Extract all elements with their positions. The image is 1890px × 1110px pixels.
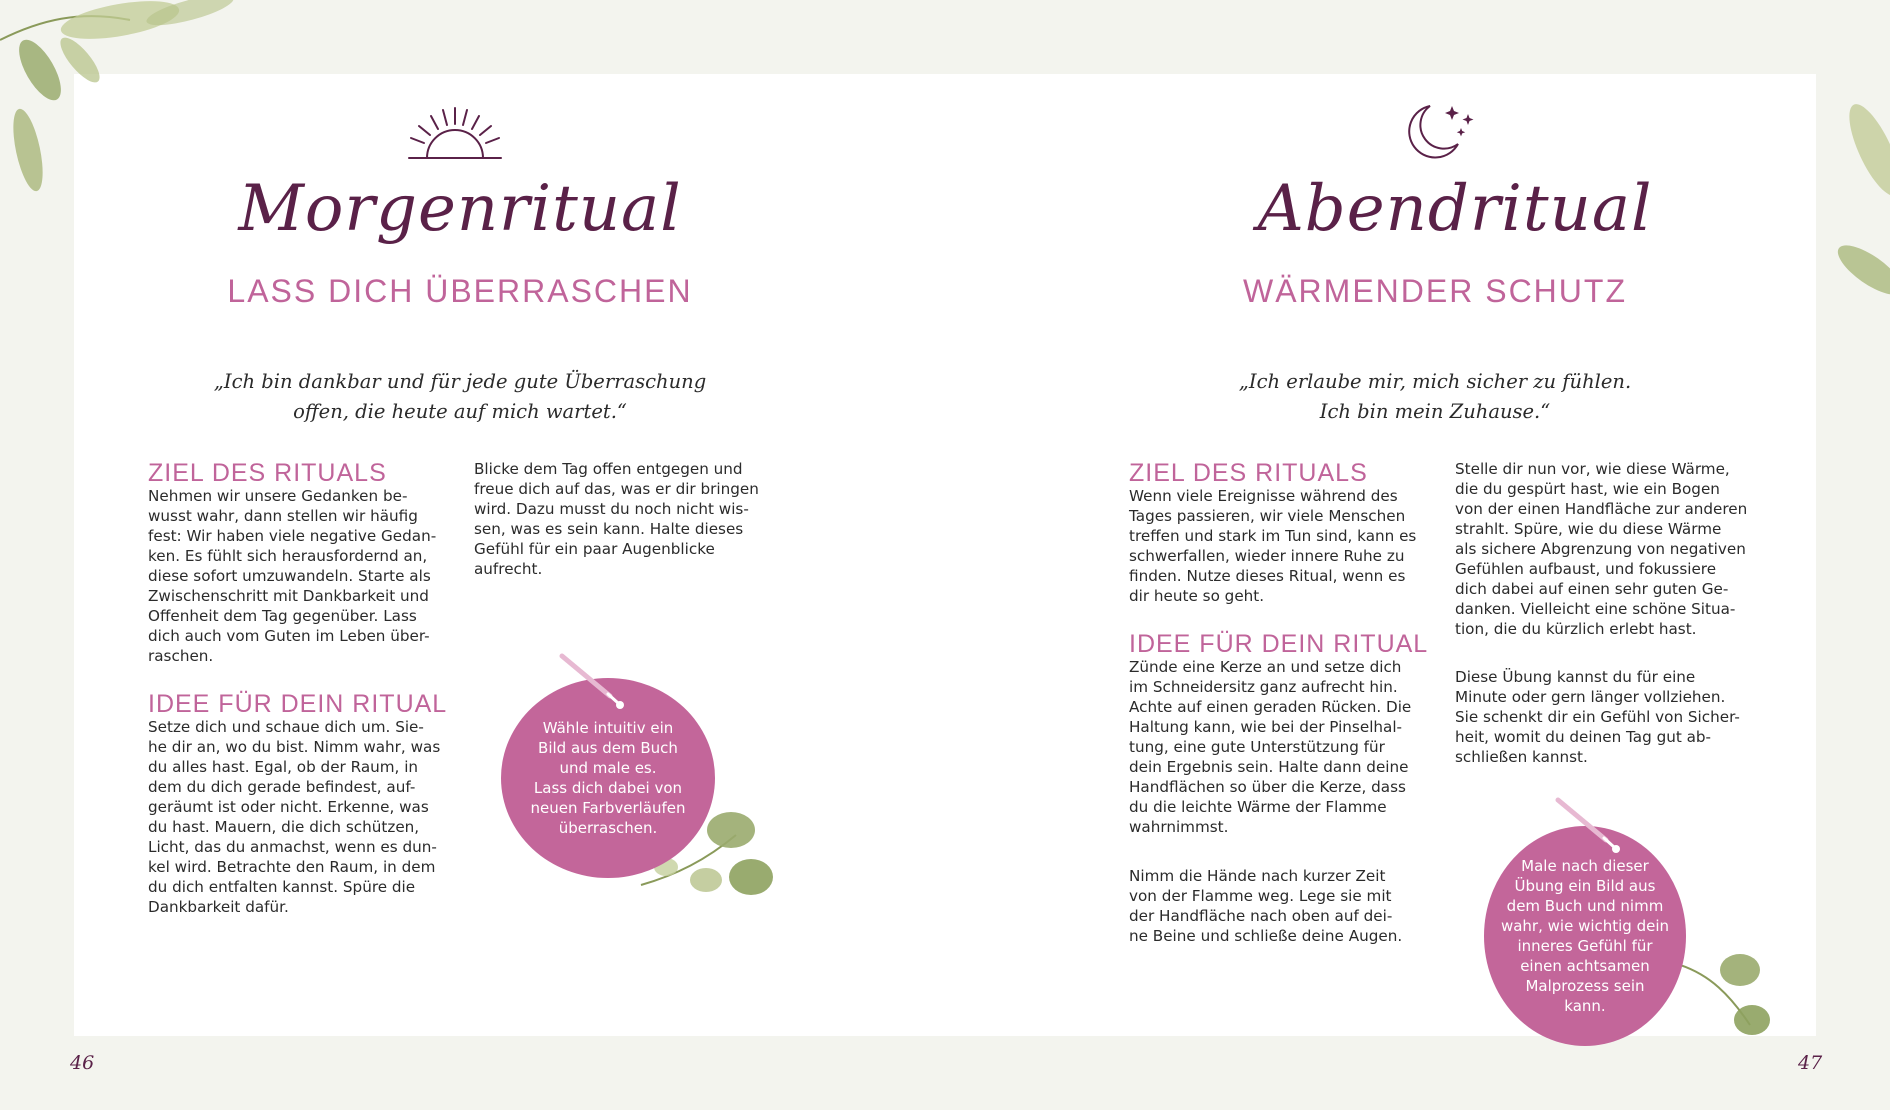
section-text-idea: Zünde eine Kerze an und setze dich im Schneidersitz ganz aufrecht hin. Achte auf einen geraden Rücken. Die Haltung kann, wie bei der Pinselhal- tung, eine gute Unterstützung für dein Ergebnis sein. Halte dann deine Handflächen so über die Kerze, dass du die leichte Wärme der Flamme wahrnimmst. xyxy=(1129,658,1412,836)
section-heading-idea: IDEE FÜR DEIN RITUAL xyxy=(1129,630,1429,658)
affirmation-quote: „Ich bin dankbar und für jede gute Überraschung offen, die heute auf mich wartet.“ xyxy=(213,370,707,423)
tip-text: Wähle intuitiv ein Bild aus dem Buch und male es. Lass dich dabei von neuen Farbverläufen überraschen. xyxy=(530,719,686,837)
tip-text: Male nach dieser Übung ein Bild aus dem Buch und nimm wahr, wie wichtig dein inneres Gefühl für einen achtsamen Malprozess sein kann. xyxy=(1500,857,1670,1015)
paintbrush-icon xyxy=(1554,796,1624,856)
tip-circle xyxy=(1484,826,1686,1046)
ritual-subtitle: LASS DICH ÜBERRASCHEN xyxy=(227,273,693,309)
paintbrush-icon xyxy=(558,652,628,712)
page-number-left: 46 xyxy=(70,1052,95,1074)
ritual-title: Morgenritual xyxy=(238,172,682,246)
sunrise-icon xyxy=(405,104,505,162)
moon-stars-icon xyxy=(1400,100,1480,164)
section-text-idea-continued: Nimm die Hände nach kurzer Zeit von der Flamme weg. Lege sie mit der Handfläche nach oben auf dei- ne Beine und schließe deine Augen. xyxy=(1129,867,1403,945)
section-text-idea: Setze dich und schaue dich um. Sie- he dir an, wo du bist. Nimm wahr, was du alles hast. Egal, ob der Raum, in dem du dich gerade befindest, auf- geräumt ist oder nicht. Erkenne, was du hast. Mauern, die dich schützen, Licht, das du anmachst, wenn es dun- kel wird. Betrachte den Raum, in dem du dich entfalten kannst. Spüre die Dankbarkeit dafür. xyxy=(148,718,441,916)
section-heading-goal: ZIEL DES RITUALS xyxy=(148,459,387,487)
column2-text: Blicke dem Tag offen entgegen und freue dich auf das, was er dir bringen wird. Dazu musst du noch nicht wis- sen, was es sein kann. Halte dieses Gefühl für ein paar Augenblicke aufrecht. xyxy=(474,460,759,578)
affirmation-quote: „Ich erlaube mir, mich sicher zu fühlen. Ich bin mein Zuhause.“ xyxy=(1238,370,1632,423)
right-page xyxy=(945,0,1890,1110)
column2-text-continued: Diese Übung kannst du für eine Minute oder gern länger vollziehen. Sie schenkt dir ein Gefühl von Sicher- heit, womit du deinen Tag gut ab- schließen kannst. xyxy=(1455,668,1740,766)
column2-text: Stelle dir nun vor, wie diese Wärme, die du gespürt hast, wie ein Bogen von der einen Handfläche zur anderen strahlt. Spüre, wie du diese Wärme als sichere Abgrenzung von negativen Gefühlen aufbaust, und fokussiere dich dabei auf einen sehr guten Ge- danken. Vielleicht eine schöne Situa- tion, die du kürzlich erlebt hast. xyxy=(1455,460,1748,638)
ritual-title: Abendritual xyxy=(1257,172,1653,246)
leaf-sprig-icon xyxy=(1680,945,1775,1045)
section-heading-goal: ZIEL DES RITUALS xyxy=(1129,459,1368,487)
ritual-subtitle: WÄRMENDER SCHUTZ xyxy=(1243,273,1627,309)
section-text-goal: Nehmen wir unsere Gedanken be- wusst wahr, dann stellen wir häufig fest: Wir haben viele negative Gedan- ken. Es fühlt sich herausfordernd an, diese sofort umzuwandeln. Starte als Zwischenschritt mit Dankbarkeit und Offenheit dem Tag gegenüber. Lass dich auch vom Guten im Leben über- raschen. xyxy=(148,487,437,665)
section-heading-idea: IDEE FÜR DEIN RITUAL xyxy=(148,690,448,718)
section-text-goal: Wenn viele Ereignisse während des Tages passieren, wir viele Menschen treffen und stark im Tun sind, kann es schwerfallen, wieder innere Ruhe zu finden. Nutze dieses Ritual, wenn es dir heute so geht. xyxy=(1129,487,1417,605)
page-number-right: 47 xyxy=(1798,1052,1823,1074)
